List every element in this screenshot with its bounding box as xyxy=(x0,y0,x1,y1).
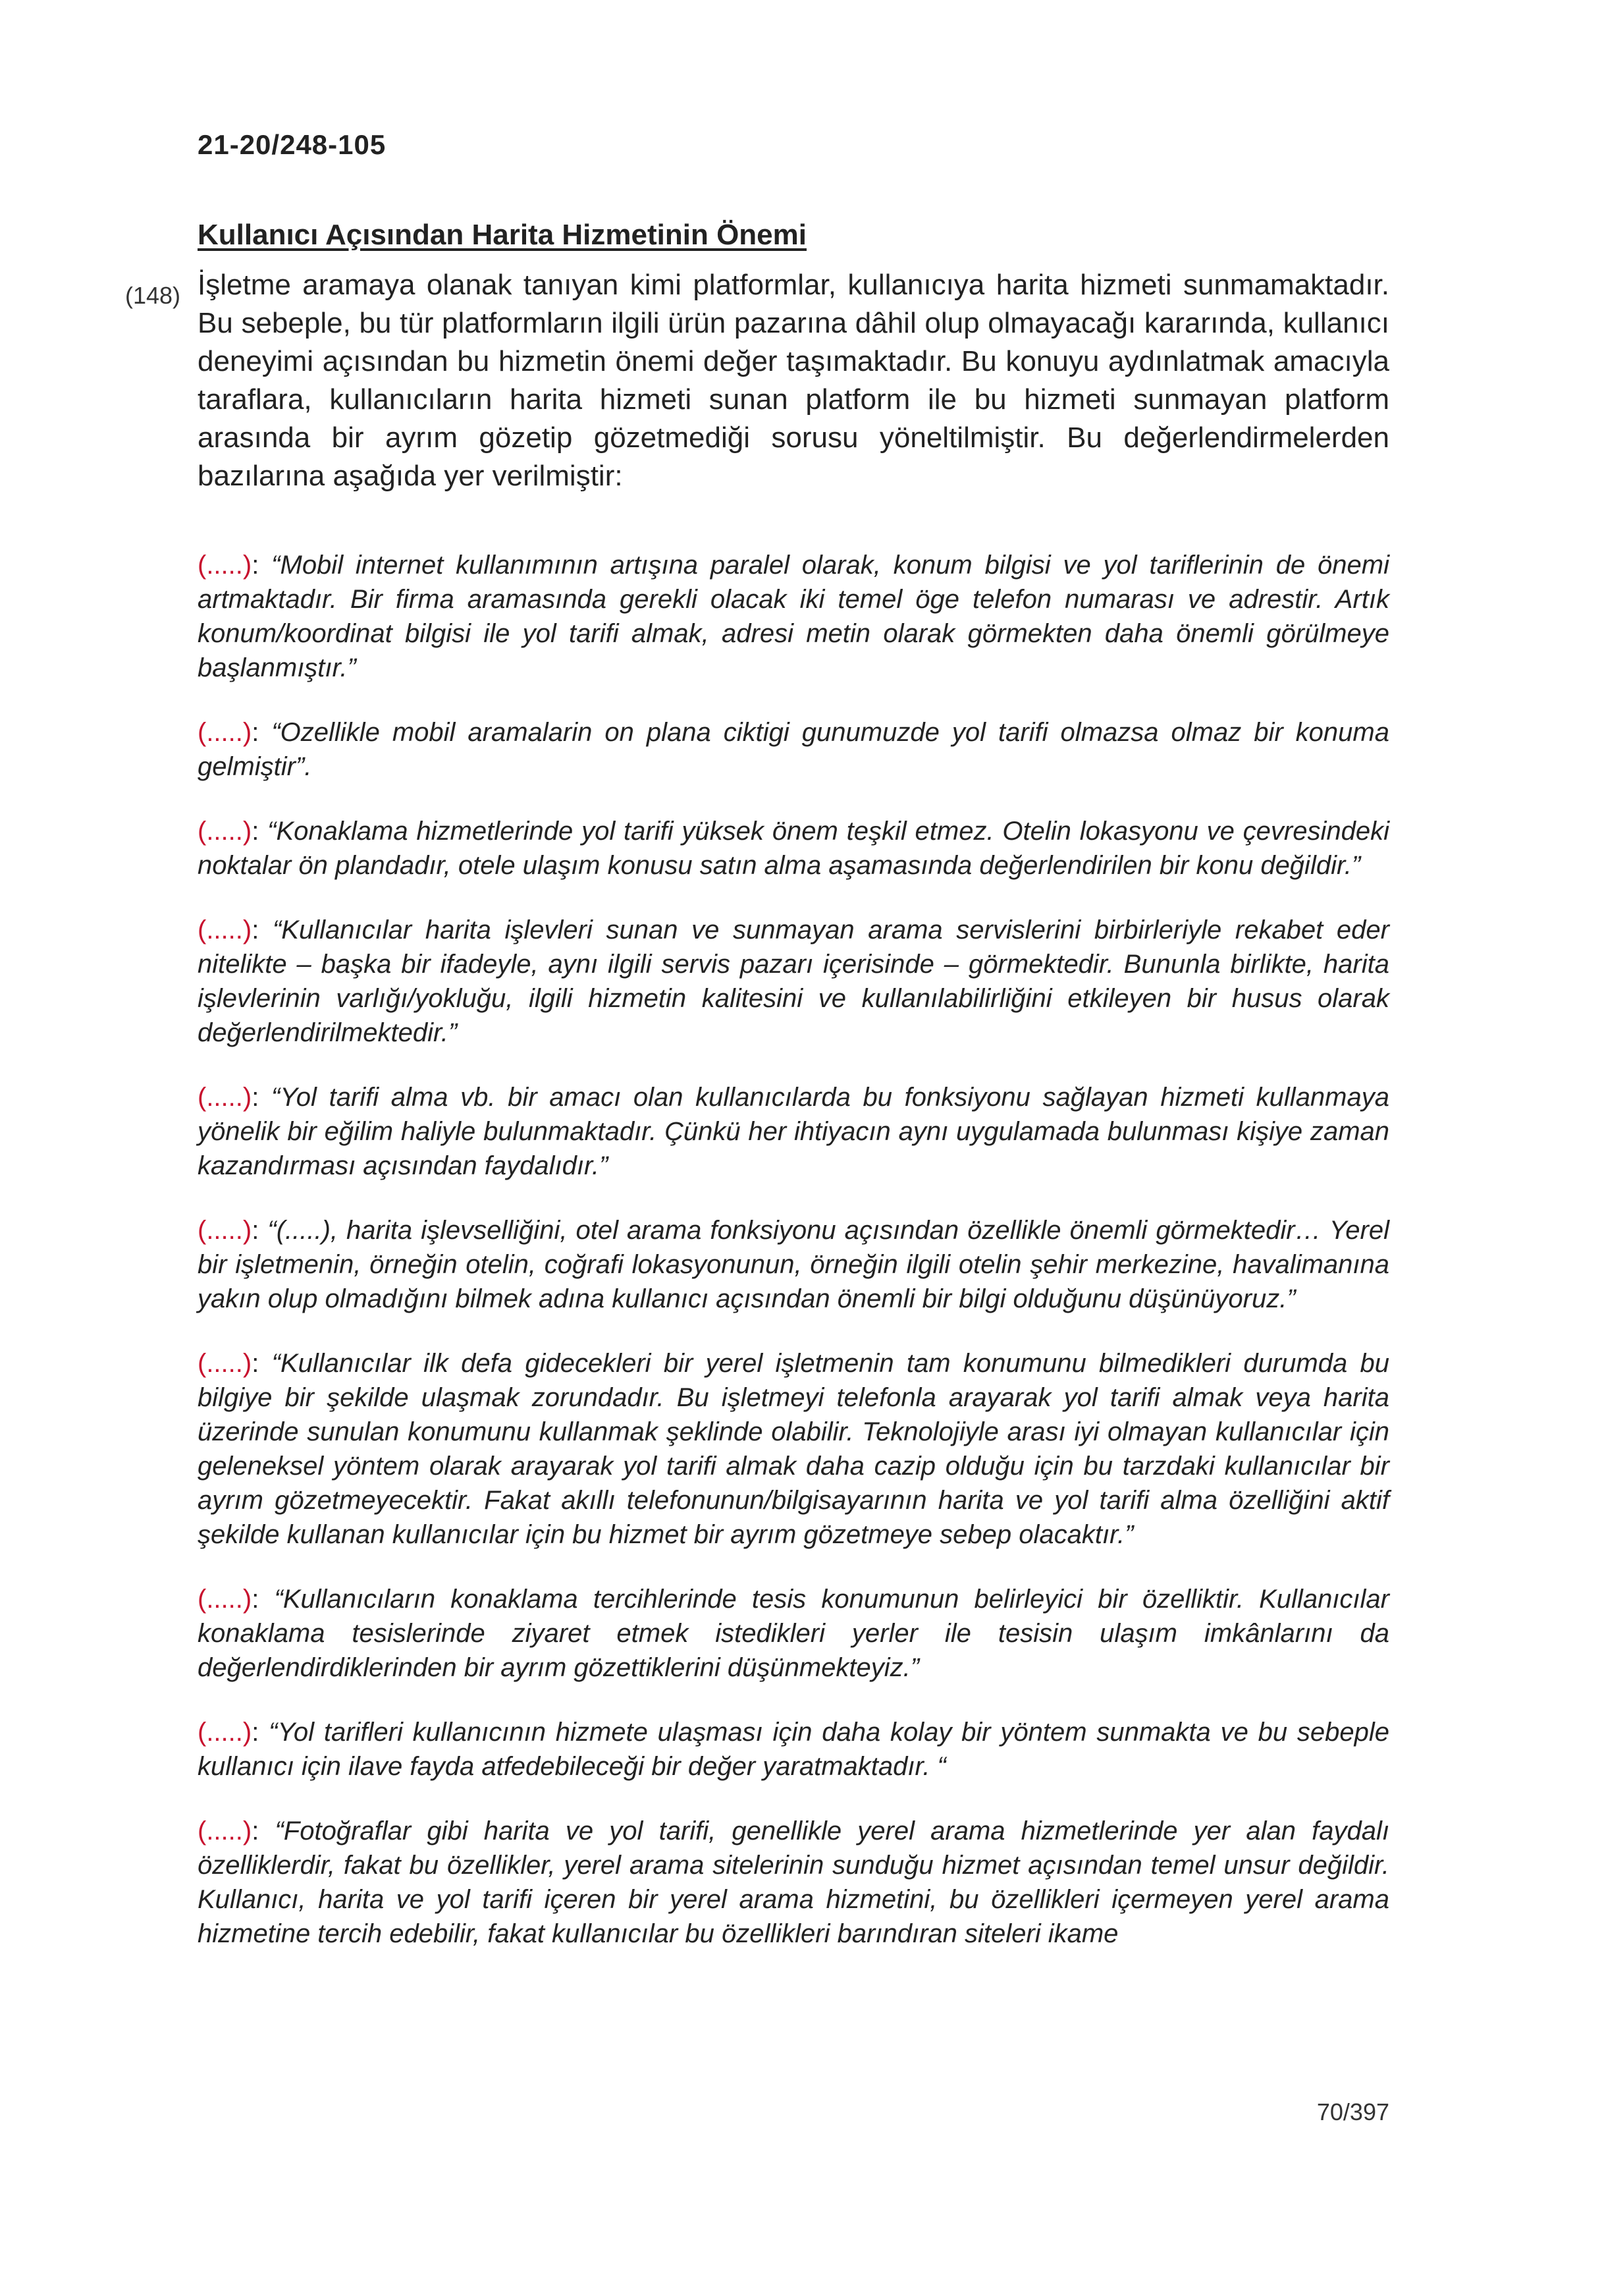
label-colon: : xyxy=(252,1585,275,1614)
quote-item xyxy=(198,913,1389,1050)
section-title: Kullanıcı Açısından Harita Hizmetinin Önemi xyxy=(198,219,807,251)
quote-item xyxy=(198,1814,1389,1951)
quote-prefix xyxy=(198,1718,269,1747)
label-colon: : xyxy=(252,1349,272,1378)
redacted-label: (.....) xyxy=(198,916,252,944)
quote-text: “Yol tarifleri kullanıcının hizmete ulaşması için daha kolay bir yöntem sunmakta ve bu sebeple kullanıcı için ilave fayda atfedebileceği bir değer yaratmaktadır. “ xyxy=(198,1718,1389,1781)
label-colon: : xyxy=(252,718,272,747)
body-paragraph: İşletme aramaya olanak tanıyan kimi platformlar, kullanıcıya harita hizmeti sunmamaktadır. Bu sebeple, bu tür platformların ilgili ürün pazarına dâhil olup olmayacağı kararında, kullanıcı deneyimi açısından bu hizmetin önemi değer taşımaktadır. Bu konuyu aydınlatmak amacıyla taraflara, kullanıcıların harita hizmeti sunan platform ile bu hizmeti sunmayan platform arasında bir ayrım gözetip gözetmediği sorusu yöneltilmiştir. Bu değerlendirmelerden bazılarına aşağıda yer verilmiştir: xyxy=(198,269,1389,492)
quote-item xyxy=(198,715,1389,784)
label-colon: : xyxy=(252,817,268,846)
quote-text: “(.....), harita işlevselliğini, otel arama fonksiyonu açısından özellikle önemli görmektedir… Yerel bir işletmenin, örneğin otelin, coğrafi lokasyonunun, örneğin ilgili otelin şehir merkezine, havalimanına yakın olup olmadığını bilmek adına kullanıcı açısından önemli bir bilgi olduğunu düşünüyoruz.” xyxy=(198,1216,1390,1313)
label-colon: : xyxy=(252,1216,268,1245)
redacted-label: (.....) xyxy=(198,1718,252,1747)
quote-text: “Ozellikle mobil aramalarin on plana ciktigi gunumuzde yol tarifi olmazsa olmaz bir konuma gelmiştir”. xyxy=(198,718,1389,781)
quote-prefix xyxy=(198,1349,272,1378)
quote-text: “Kullanıcıların konaklama tercihlerinde tesis konumunun belirleyici bir özelliktir. Kullanıcılar konaklama tesislerinde ziyaret etmek istedikleri yerler ile tesisin ulaşım imkânlarını da değerlendirdiklerinden bir ayrım gözettiklerini düşünmekteyiz.” xyxy=(198,1585,1389,1682)
quote-prefix xyxy=(198,1216,267,1245)
quote-text: “Kullanıcılar ilk defa gidecekleri bir yerel işletmenin tam konumunu bilmedikleri durumda bu bilgiye bir şekilde ulaşmak zorundadır. Bu işletmeyi telefonla arayarak yol tarifi almak veya harita üzerinde sunulan konumunu kullanmak şeklinde olabilir. Teknolojiyle arası iyi olmayan kullanıcılar için geleneksel yöntem olarak arayarak yol tarifi almak daha cazip olduğu için bu tarzdaki kullanıcılar bir ayrım gözetmeyecektir. Fakat akıllı telefonunun/bilgisayarının harita ve yol tarifi alma özelliğini aktif şekilde kullanan kullanıcılar için bu hizmet bir ayrım gözetmeye sebep olacaktır.” xyxy=(198,1349,1389,1549)
quote-item xyxy=(198,1080,1389,1183)
quote-text: “Fotoğraflar gibi harita ve yol tarifi, genellikle yerel arama hizmetlerinde yer alan faydalı özelliklerdir, fakat bu özellikler, yerel arama sitelerinin sunduğu hizmet açısından temel unsur değildir. Kullanıcı, harita ve yol tarifi içeren bir yerel arama hizmetini, bu özellikleri içermeyen yerel arama hizmetine tercih edebilir, fakat kullanıcılar bu özellikleri barındıran siteleri ikame xyxy=(198,1817,1389,1948)
quote-item xyxy=(198,1213,1389,1316)
document-number: 21-20/248-105 xyxy=(198,129,387,160)
quote-prefix xyxy=(198,551,271,580)
quote-item xyxy=(198,1715,1389,1784)
redacted-label: (.....) xyxy=(198,1083,252,1112)
quote-list xyxy=(198,548,1389,1981)
quote-item xyxy=(198,548,1389,685)
redacted-label: (.....) xyxy=(198,1817,252,1845)
quote-prefix xyxy=(198,1585,275,1614)
quote-item xyxy=(198,814,1389,883)
quote-text: “Konaklama hizmetlerinde yol tarifi yüksek önem teşkil etmez. Otelin lokasyonu ve çevresindeki noktalar ön plandadır, otele ulaşım konusu satın alma aşamasında değerlendirilen bir konu değildir.” xyxy=(198,817,1389,880)
quote-prefix xyxy=(198,916,273,944)
redacted-label: (.....) xyxy=(198,1585,252,1614)
quote-prefix xyxy=(198,1083,271,1112)
redacted-label: (.....) xyxy=(198,718,252,747)
label-colon: : xyxy=(252,551,272,580)
redacted-label: (.....) xyxy=(198,817,252,846)
quote-text: “Kullanıcılar harita işlevleri sunan ve sunmayan arama servislerini birbirleriyle rekabet eder nitelikte – başka bir ifadeyle, aynı ilgili servis pazarı içerisinde – görmektedir. Bununla birlikte, harita işlevlerinin varlığı/yokluğu, ilgili hizmetin kalitesini ve kullanılabilirliğini etkileyen bir husus olarak değerlendirilmektedir.” xyxy=(198,916,1389,1047)
quote-item xyxy=(198,1582,1389,1685)
quote-prefix xyxy=(198,1817,275,1845)
paragraph-number: (148) xyxy=(125,282,181,309)
quote-prefix xyxy=(198,817,267,846)
quote-prefix xyxy=(198,718,271,747)
label-colon: : xyxy=(252,1083,271,1112)
redacted-label: (.....) xyxy=(198,1216,252,1245)
page-number: 70/397 xyxy=(1316,2098,1389,2125)
quote-text: “Yol tarifi alma vb. bir amacı olan kullanıcılarda bu fonksiyonu sağlayan hizmeti kullanmaya yönelik bir eğilim haliyle bulunmaktadır. Çünkü her ihtiyacın aynı uygulamada bulunması kişiye zaman kazandırması açısından faydalıdır.” xyxy=(198,1083,1389,1180)
label-colon: : xyxy=(252,1718,269,1747)
quote-text: “Mobil internet kullanımının artışına paralel olarak, konum bilgisi ve yol tariflerinin de önemi artmaktadır. Bir firma aramasında gerekli olacak iki temel öge telefon numarası ve adrestir. Artık konum/koordinat bilgisi ile yol tarifi almak, adresi metin olarak görmekten daha önemli görülmeye başlanmıştır.” xyxy=(198,551,1389,682)
label-colon: : xyxy=(252,1817,275,1845)
quote-item xyxy=(198,1346,1389,1552)
label-colon: : xyxy=(252,916,273,944)
redacted-label: (.....) xyxy=(198,1349,252,1378)
redacted-label: (.....) xyxy=(198,551,252,580)
